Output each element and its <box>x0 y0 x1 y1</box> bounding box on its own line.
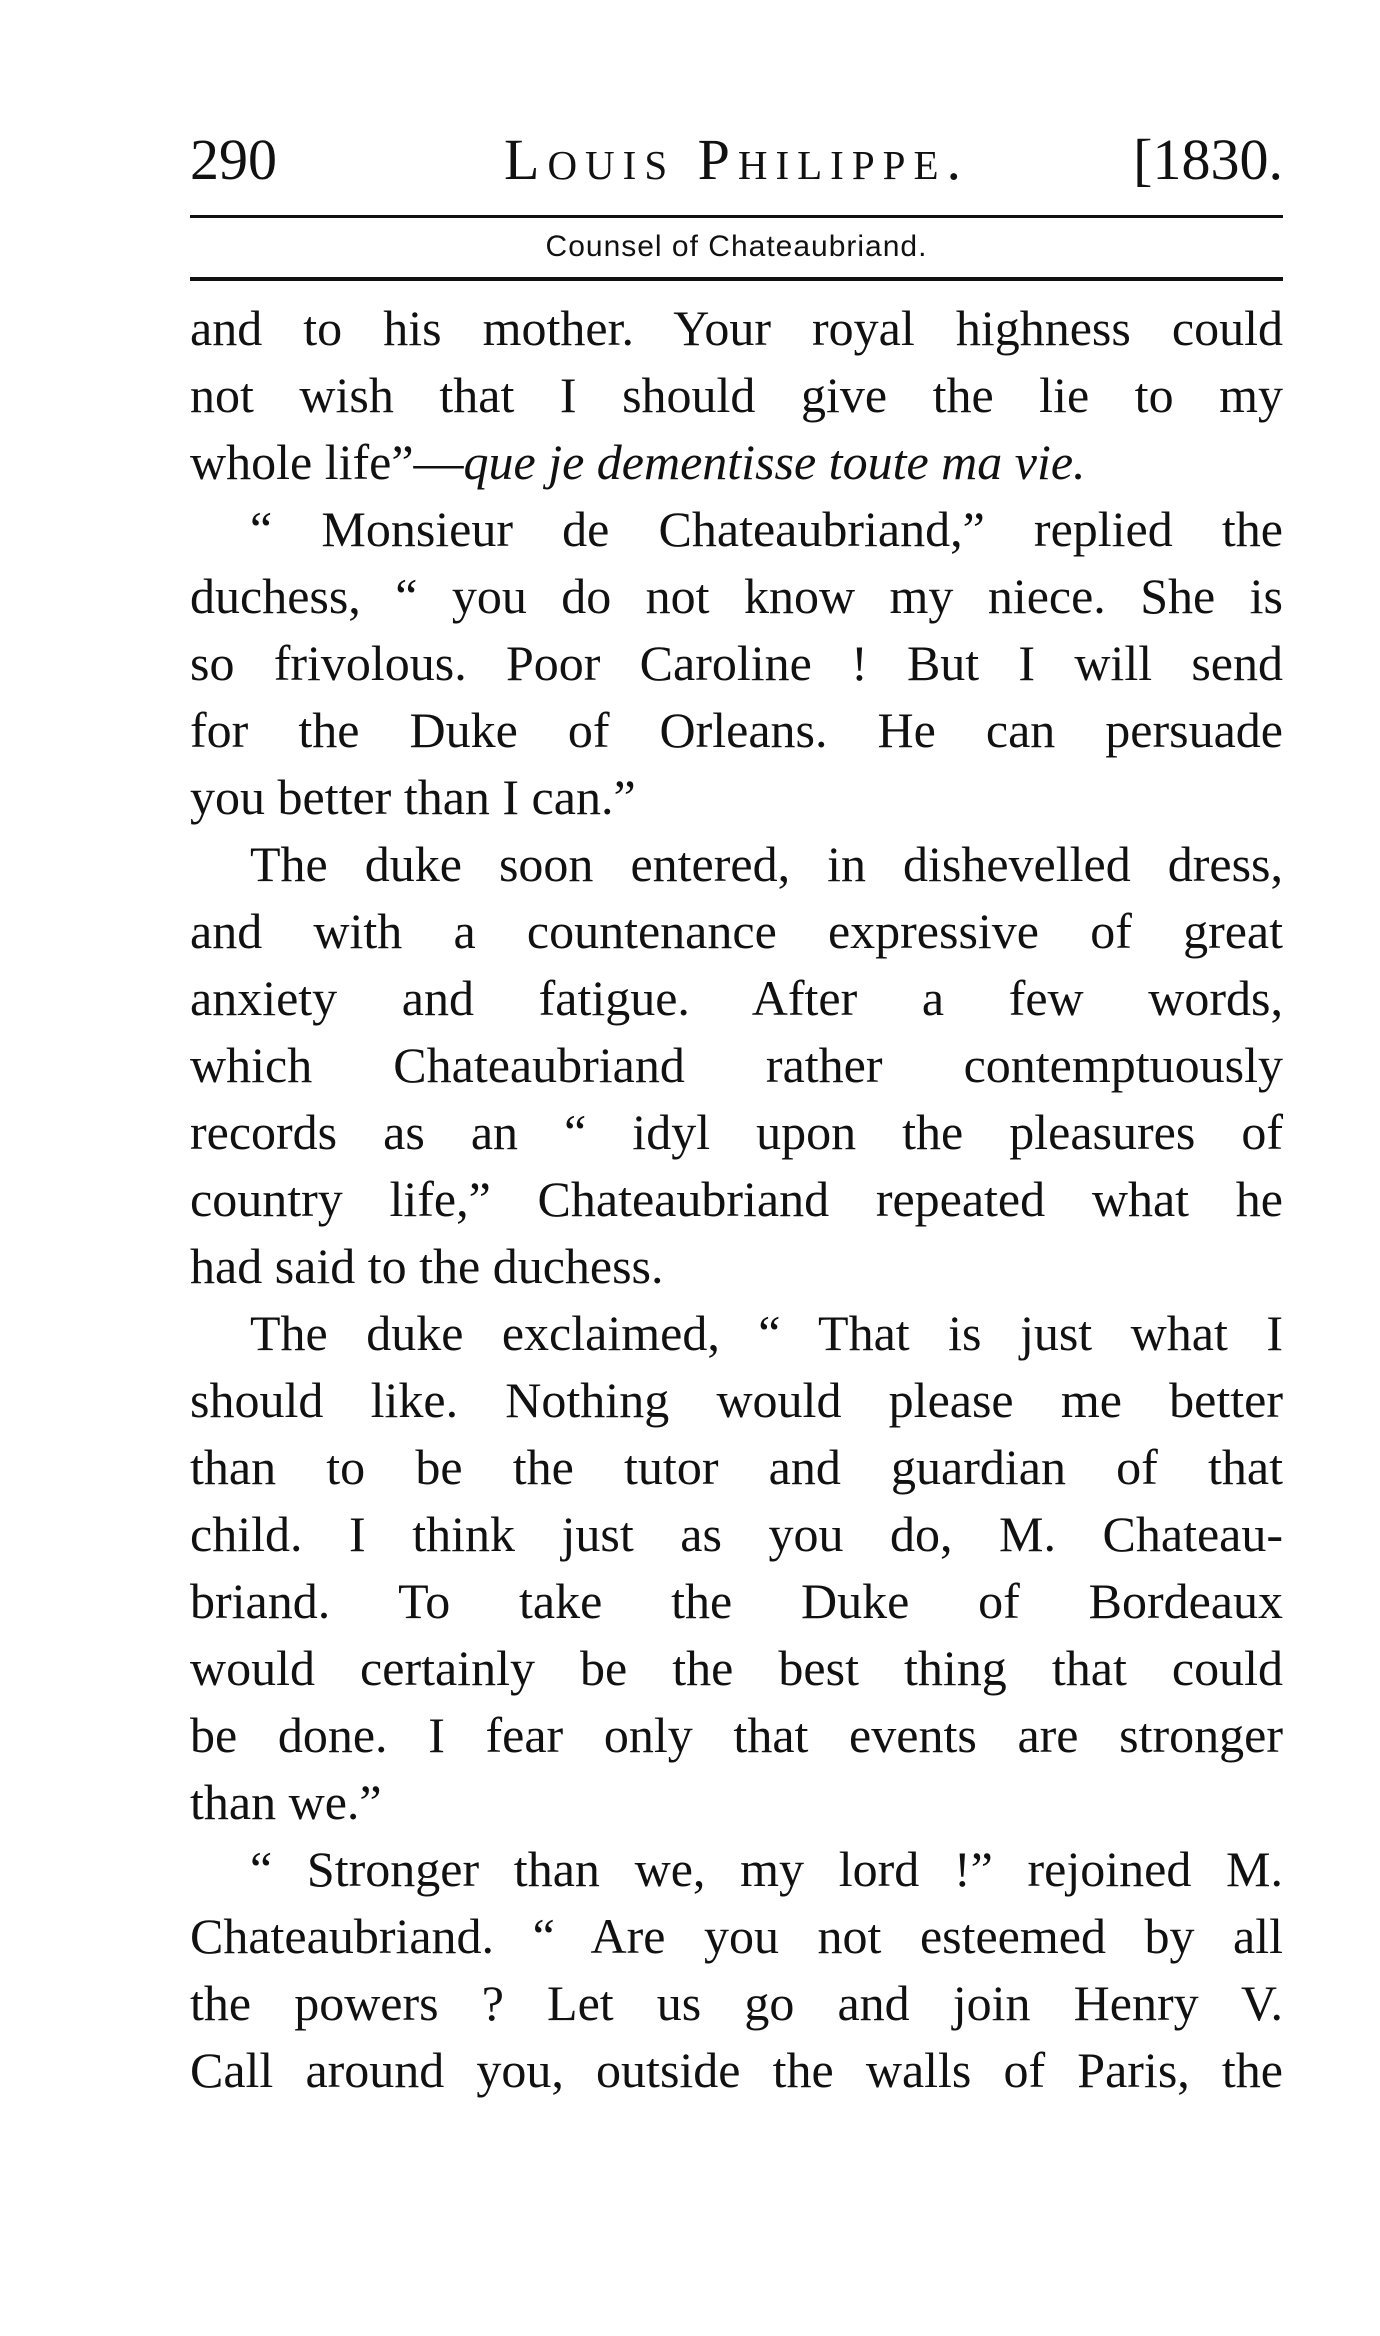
text-line: the powers ? Let us go and join Henry V. <box>190 1975 1283 2031</box>
page-header <box>190 120 1283 200</box>
text-line: records as an “ idyl upon the pleasures of <box>190 1104 1283 1160</box>
header-rule-top <box>190 215 1283 218</box>
text-line: The duke soon entered, in dishevelled dress, <box>250 836 1283 892</box>
text-line: so frivolous. Poor Caroline ! But I will send <box>190 635 1283 691</box>
text-line-italic: que je dementisse toute ma vie. <box>463 434 1086 490</box>
text-line: would certainly be the best thing that could <box>190 1640 1283 1696</box>
text-line: “ Monsieur de Chateaubriand,” replied the <box>250 501 1283 557</box>
text-line: “ Stronger than we, my lord !” rejoined M. <box>250 1841 1283 1897</box>
page-number: 290 <box>190 127 277 192</box>
text-line: than to be the tutor and guardian of that <box>190 1439 1283 1495</box>
text-line: than we.” <box>190 1774 382 1830</box>
text-line: duchess, “ you do not know my niece. She is <box>190 568 1283 624</box>
text-line: The duke exclaimed, “ That is just what I <box>250 1305 1283 1361</box>
running-title: Louis Philippe. <box>504 127 969 192</box>
text-line: you better than I can.” <box>190 769 636 825</box>
text-line-roman: whole life”— <box>190 434 464 490</box>
text-line <box>190 429 1283 496</box>
text-line: anxiety and fatigue. After a few words, <box>190 970 1283 1026</box>
header-rule-bottom <box>190 277 1283 281</box>
year-marker: [1830. <box>1133 127 1283 192</box>
text-line: for the Duke of Orleans. He can persuade <box>190 702 1283 758</box>
text-line: should like. Nothing would please me better <box>190 1372 1283 1428</box>
body-text <box>190 295 1283 2104</box>
text-line: which Chateaubriand rather contemptuously <box>190 1037 1283 1093</box>
text-line: and to his mother. Your royal highness could <box>190 300 1283 356</box>
text-line: Call around you, outside the walls of Paris, the <box>190 2042 1283 2098</box>
text-line: child. I think just as you do, M. Chateau- <box>190 1506 1283 1562</box>
text-line: country life,” Chateaubriand repeated what he <box>190 1171 1283 1227</box>
text-line: and with a countenance expressive of great <box>190 903 1283 959</box>
text-line: be done. I fear only that events are stronger <box>190 1707 1283 1763</box>
text-line: had said to the duchess. <box>190 1238 664 1294</box>
section-subheading: Counsel of Chateaubriand. <box>545 230 928 263</box>
text-line: briand. To take the Duke of Bordeaux <box>190 1573 1283 1629</box>
text-line: not wish that I should give the lie to my <box>190 367 1283 423</box>
text-line: Chateaubriand. “ Are you not esteemed by all <box>190 1908 1283 1964</box>
